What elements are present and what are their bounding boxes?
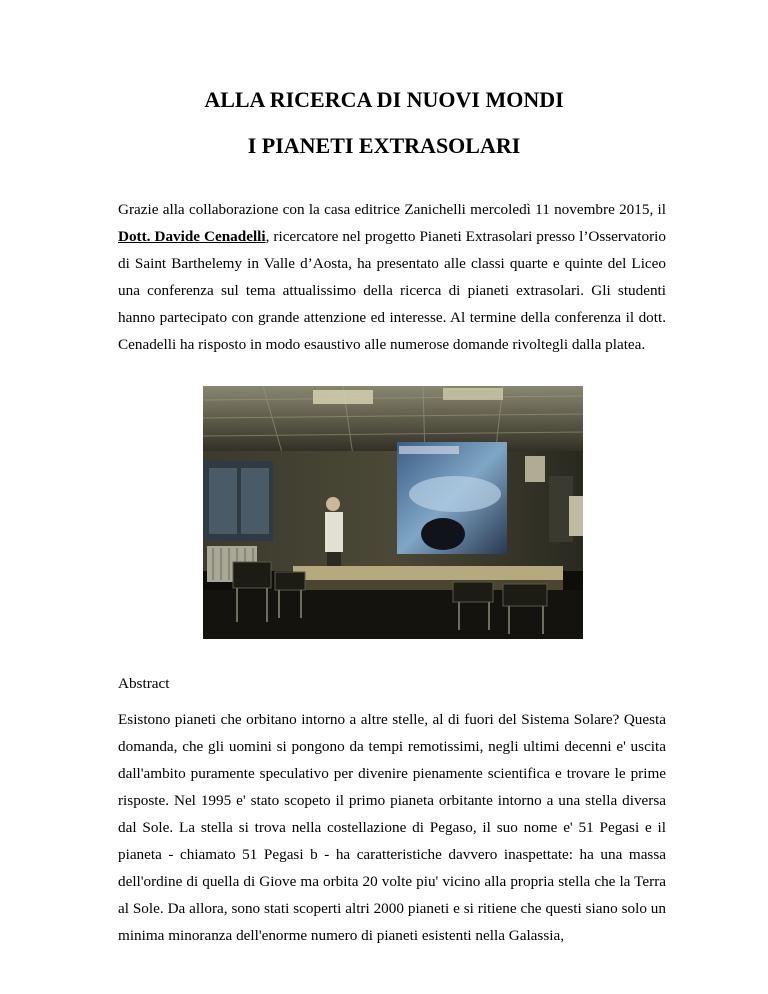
conference-photo [203, 386, 583, 639]
intro-text-before: Grazie alla collaborazione con la casa editrice Zanichelli mercoledì 11 novembre 2015, il [118, 201, 666, 218]
intro-paragraph [118, 196, 666, 358]
document-title: ALLA RICERCA DI NUOVI MONDI [204, 87, 564, 112]
document-subtitle: I PIANETI EXTRASOLARI [247, 133, 521, 158]
speaker-name: Dott. Davide Cenadelli [118, 228, 266, 245]
abstract-heading: Abstract [118, 675, 170, 692]
intro-text-after: , ricercatore nel progetto Pianeti Extrasolari presso l’Osservatorio di Saint Barthelemy in Valle d’Aosta, ha presentato alle classi quarte e quinte del Liceo una conferenza sul tema attualissimo della ricerca di pianeti extrasolari. Gli studenti hanno partecipato con grande attenzione ed interesse. Al termine della conferenza il dott. Cenadelli ha risposto in modo esaustivo alle numerose domande rivoltegli dalla platea. [118, 228, 666, 353]
abstract-paragraph: Esistono pianeti che orbitano intorno a altre stelle, al di fuori del Sistema Solare? Questa domanda, che gli uomini si pongono da tempi remotissimi, negli ultimi decenni e' uscita dall'ambito puramente speculativo per divenire pienamente scientifica e trovare le prime risposte. Nel 1995 e' stato scopeto il primo pianeta orbitante intorno a una stella diversa dal Sole. La stella si trova nella costellazione di Pegaso, il suo nome e' 51 Pegasi e il pianeta - chiamato 51 Pegasi b - ha caratteristiche davvero inaspettate: ha una massa dell'ordine di quella di Giove ma orbita 20 volte piu' vicino alla propria stella che la Terra al Sole. Da allora, sono stati scoperti altri 2000 pianeti e si ritiene che questi siano solo un minima minoranza dell'enorme numero di pianeti esistenti nella Galassia, [118, 711, 666, 944]
conference-photo-image [203, 386, 583, 639]
